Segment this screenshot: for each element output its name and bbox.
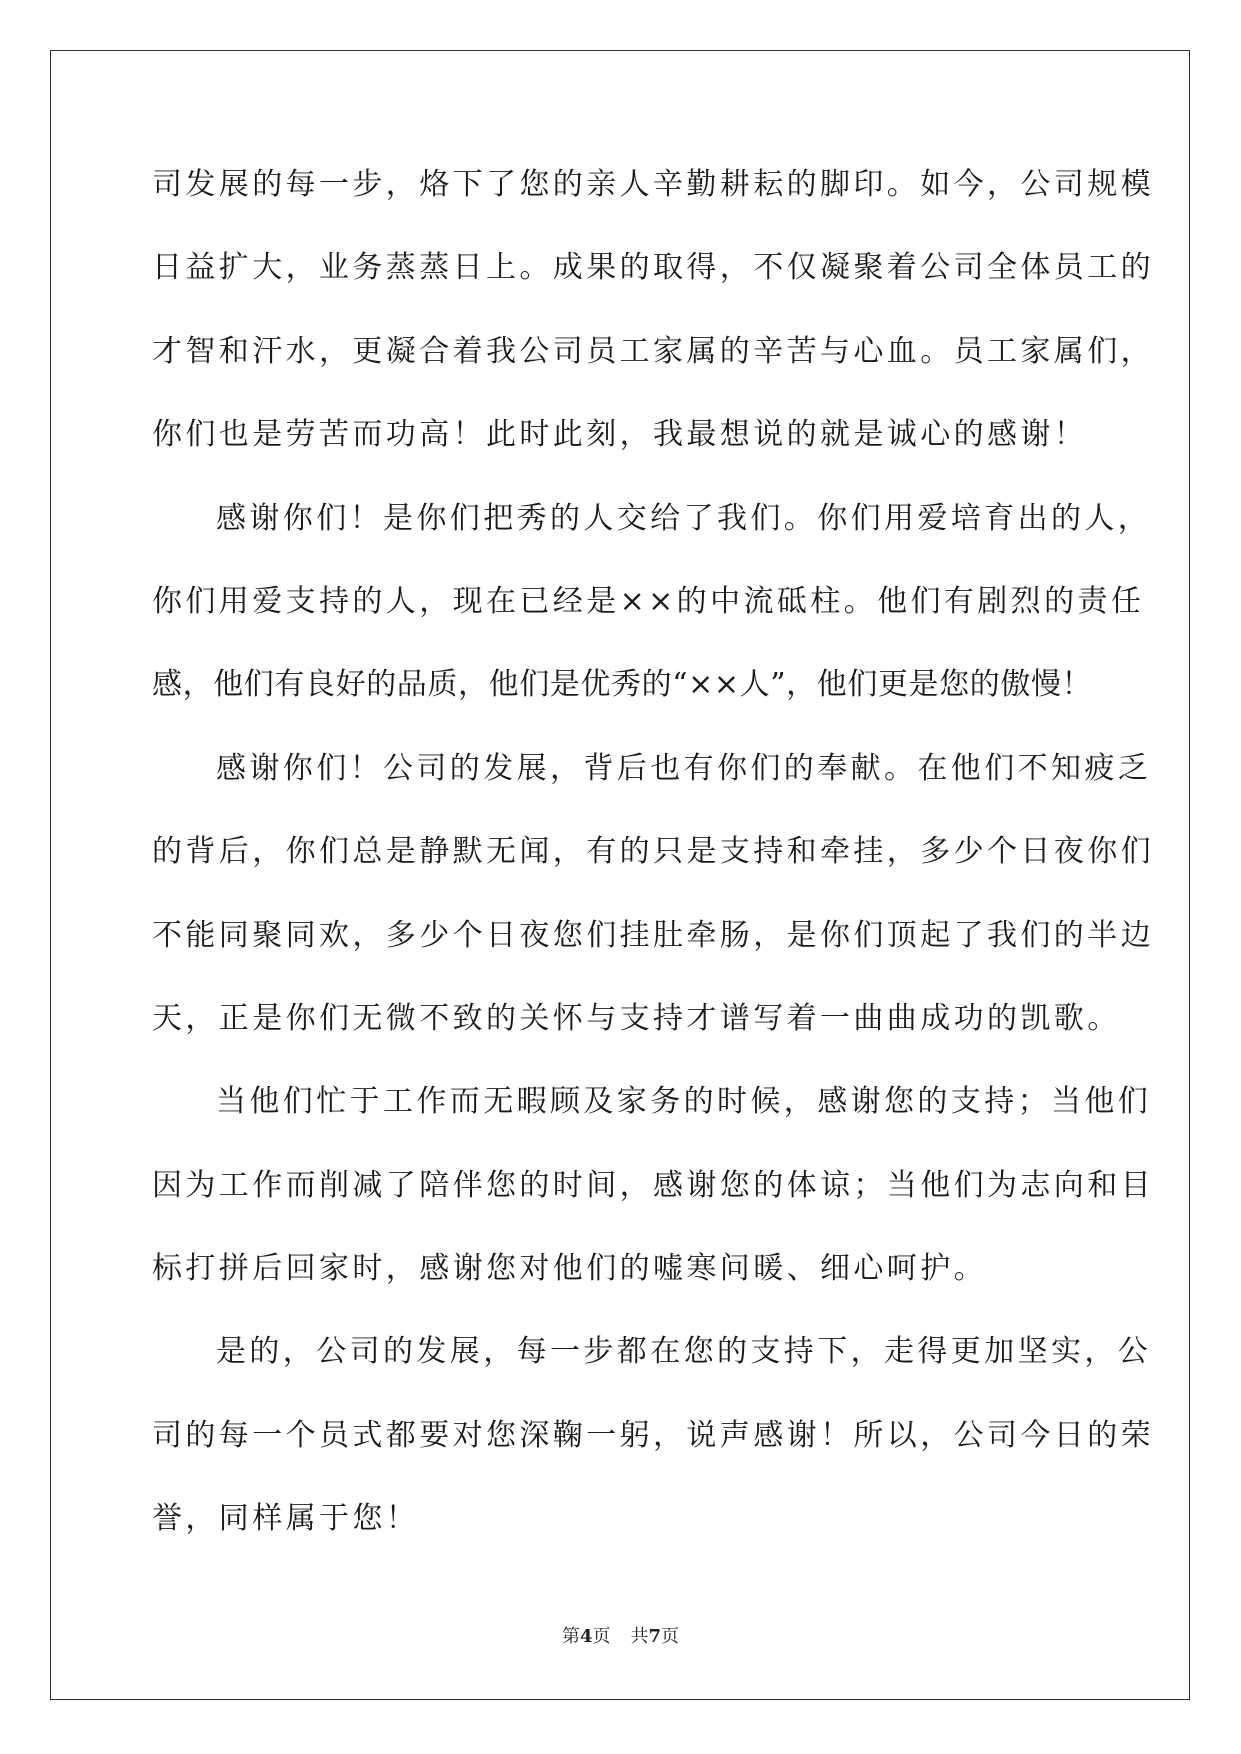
page-number: 4 xyxy=(579,1626,593,1647)
total-prefix: 共 xyxy=(630,1626,649,1647)
paragraph-start-line: 感谢你们！公司的发展，背后也有你们的奉献。在他们不知疲乏 xyxy=(216,750,1152,786)
text-line: 感，他们有良好的品质，他们是优秀的“××人”，他们更是您的傲慢！ xyxy=(152,667,1093,703)
paragraph-start-line: 当他们忙于工作而无暇顾及家务的时候，感谢您的支持；当他们 xyxy=(216,1084,1152,1120)
text-line: 司的每一个员式都要对您深鞠一躬，说声感谢！所以，公司今日的荣 xyxy=(152,1417,1154,1453)
page-footer xyxy=(0,1622,1241,1648)
total-suffix: 页 xyxy=(661,1626,680,1647)
text-line: 天，正是你们无微不致的关怀与支持才谱写着一曲曲成功的凯歌。 xyxy=(152,1000,1121,1036)
document-body xyxy=(152,167,1154,1588)
total-pages: 7 xyxy=(648,1626,662,1647)
text-line: 日益扩大，业务蒸蒸日上。成果的取得，不仅凝聚着公司全体员工的 xyxy=(152,250,1154,286)
text-line: 的背后，你们总是静默无闻，有的只是支持和牵挂，多少个日夜你们 xyxy=(152,834,1154,870)
text-line: 誉，同样属于您！ xyxy=(152,1501,420,1537)
paragraph-start-line: 是的，公司的发展，每一步都在您的支持下，走得更加坚实，公 xyxy=(216,1334,1152,1370)
text-line: 你们用爱支持的人，现在已经是××的中流砥柱。他们有剧烈的责任 xyxy=(152,583,1145,619)
text-line: 司发展的每一步，烙下了您的亲人辛勤耕耘的脚印。如今，公司规模 xyxy=(152,167,1154,202)
text-line: 不能同聚同欢，多少个日夜您们挂肚牵肠，是你们顶起了我们的半边 xyxy=(152,917,1154,953)
page-prefix: 第 xyxy=(561,1626,580,1647)
text-line: 因为工作而削减了陪伴您的时间，感谢您的体谅；当他们为志向和目 xyxy=(152,1167,1154,1203)
text-line: 才智和汗水，更凝合着我公司员工家属的辛苦与心血。员工家属们， xyxy=(152,333,1154,369)
text-line: 你们也是劳苦而功高！此时此刻，我最想说的就是诚心的感谢！ xyxy=(152,417,1088,453)
page-suffix: 页 xyxy=(592,1626,611,1647)
text-line: 标打拼后回家时，感谢您对他们的嘘寒问暖、细心呵护。 xyxy=(152,1251,987,1287)
paragraph-start-line: 感谢你们！是你们把秀的人交给了我们。你们用爱培育出的人， xyxy=(216,500,1152,536)
